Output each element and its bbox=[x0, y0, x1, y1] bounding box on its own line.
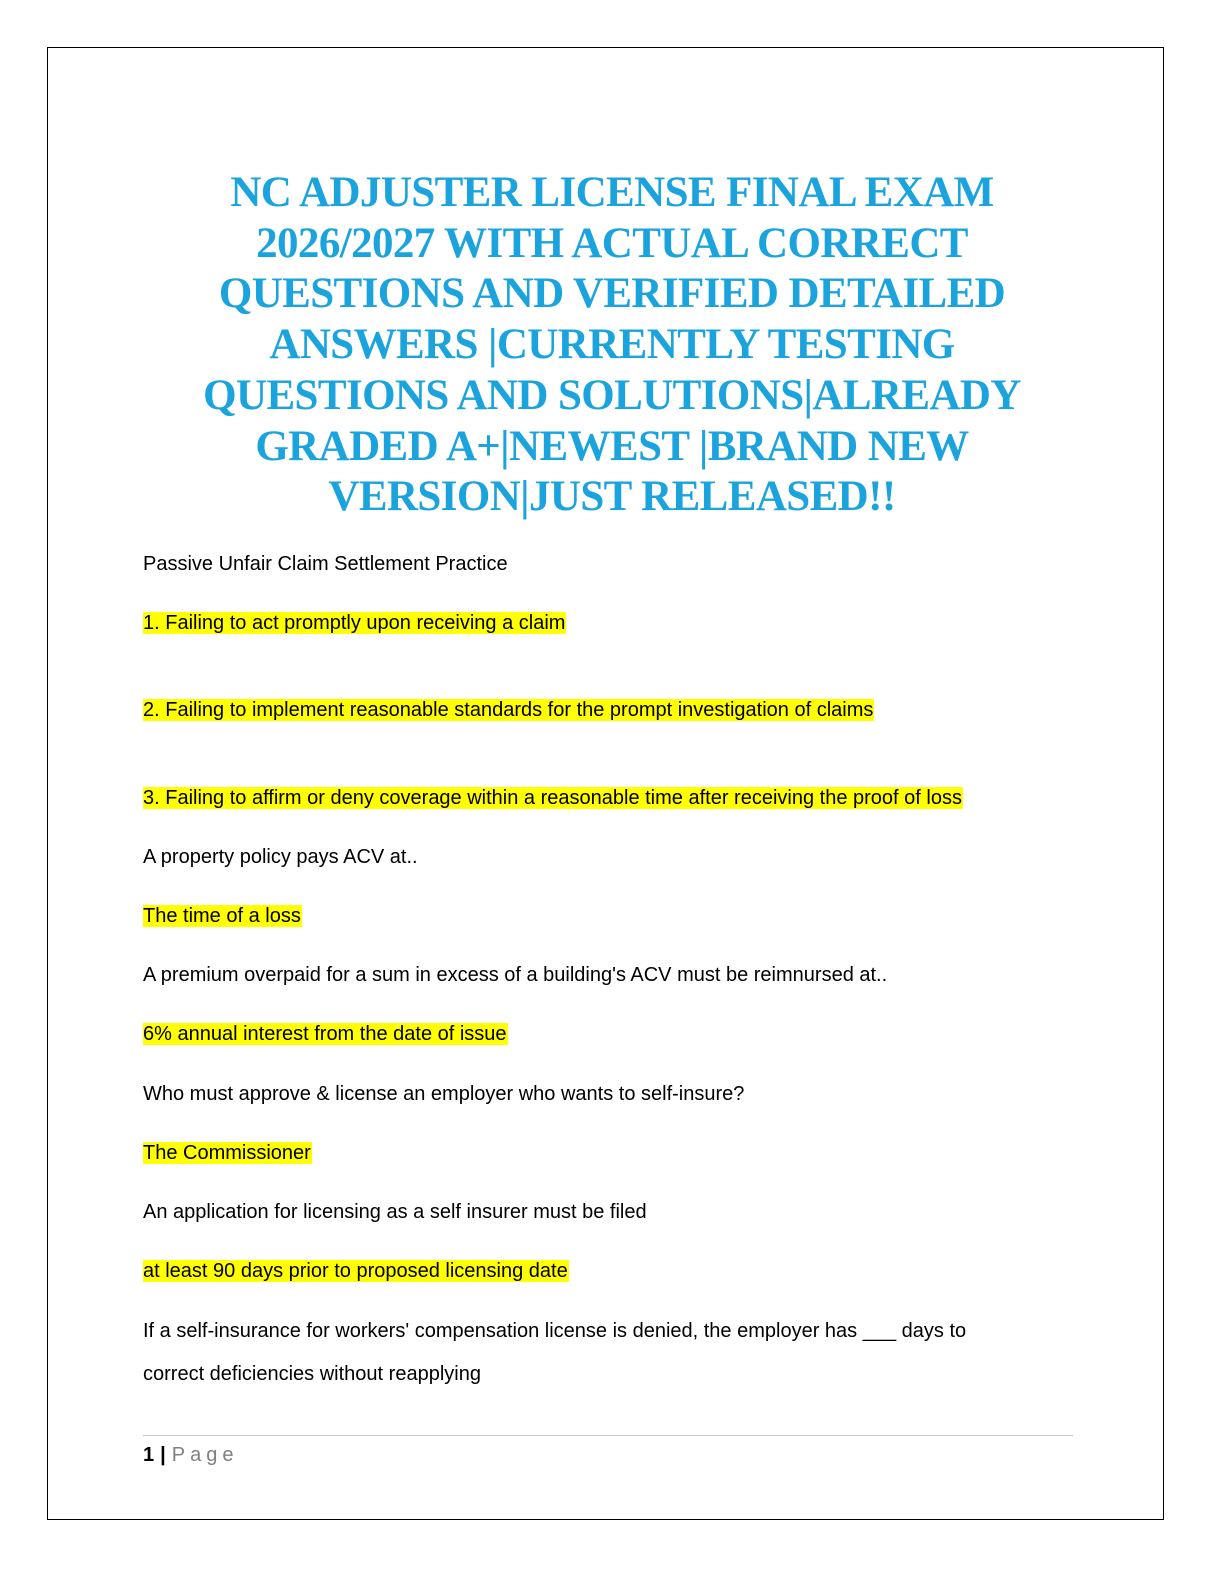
title-line: ANSWERS |CURRENTLY TESTING bbox=[269, 321, 955, 369]
answer-text bbox=[143, 1258, 569, 1284]
question-label: Passive Unfair Claim Settlement Practice bbox=[143, 553, 508, 575]
answer-text bbox=[143, 785, 963, 811]
question-label: A premium overpaid for a sum in excess of a building's ACV must be reimnursed at.. bbox=[143, 964, 888, 986]
question-label: correct deficiencies without reapplying bbox=[143, 1363, 481, 1385]
answer-text bbox=[143, 697, 874, 723]
question-label: If a self-insurance for workers' compensation license is denied, the employer has ___ days to bbox=[143, 1320, 967, 1342]
footer-separator: | bbox=[160, 1444, 166, 1466]
highlighted-answer: 2. Failing to implement reasonable standards for the prompt investigation of claims bbox=[143, 699, 874, 721]
title-line: QUESTIONS AND VERIFIED DETAILED bbox=[218, 270, 1006, 318]
highlighted-answer: 3. Failing to affirm or deny coverage within a reasonable time after receiving the proof of loss bbox=[143, 787, 962, 809]
page-label: Page bbox=[171, 1444, 239, 1466]
highlighted-answer: 1. Failing to act promptly upon receiving a claim bbox=[143, 612, 566, 634]
answer-text bbox=[143, 1021, 508, 1047]
question-text bbox=[143, 1361, 481, 1387]
question-label: A property policy pays ACV at.. bbox=[143, 846, 418, 868]
document-title bbox=[150, 168, 1074, 523]
question-text bbox=[143, 1199, 647, 1225]
title-line: 2026/2027 WITH ACTUAL CORRECT bbox=[256, 219, 968, 267]
highlighted-answer: The time of a loss bbox=[143, 905, 301, 927]
footer-divider bbox=[143, 1435, 1073, 1436]
question-text bbox=[143, 1318, 966, 1344]
question-text bbox=[143, 844, 418, 870]
highlighted-answer: The Commissioner bbox=[143, 1142, 311, 1164]
title-line: QUESTIONS AND SOLUTIONS|ALREADY bbox=[203, 371, 1021, 419]
answer-text bbox=[143, 1140, 312, 1166]
question-label: Who must approve & license an employer who wants to self-insure? bbox=[143, 1083, 745, 1105]
highlighted-answer: at least 90 days prior to proposed licensing date bbox=[143, 1260, 568, 1282]
page-number: 1 bbox=[143, 1444, 155, 1466]
highlighted-answer: 6% annual interest from the date of issue bbox=[143, 1023, 507, 1045]
question-text bbox=[143, 1081, 744, 1107]
page-footer bbox=[143, 1442, 238, 1468]
question-label: An application for licensing as a self insurer must be filed bbox=[143, 1201, 647, 1223]
title-line: VERSION|JUST RELEASED!! bbox=[328, 473, 896, 521]
title-line: GRADED A+|NEWEST |BRAND NEW bbox=[255, 422, 969, 470]
answer-text bbox=[143, 610, 566, 636]
title-line: NC ADJUSTER LICENSE FINAL EXAM bbox=[230, 169, 994, 216]
question-text bbox=[143, 551, 508, 577]
answer-text bbox=[143, 903, 302, 929]
question-text bbox=[143, 962, 887, 988]
